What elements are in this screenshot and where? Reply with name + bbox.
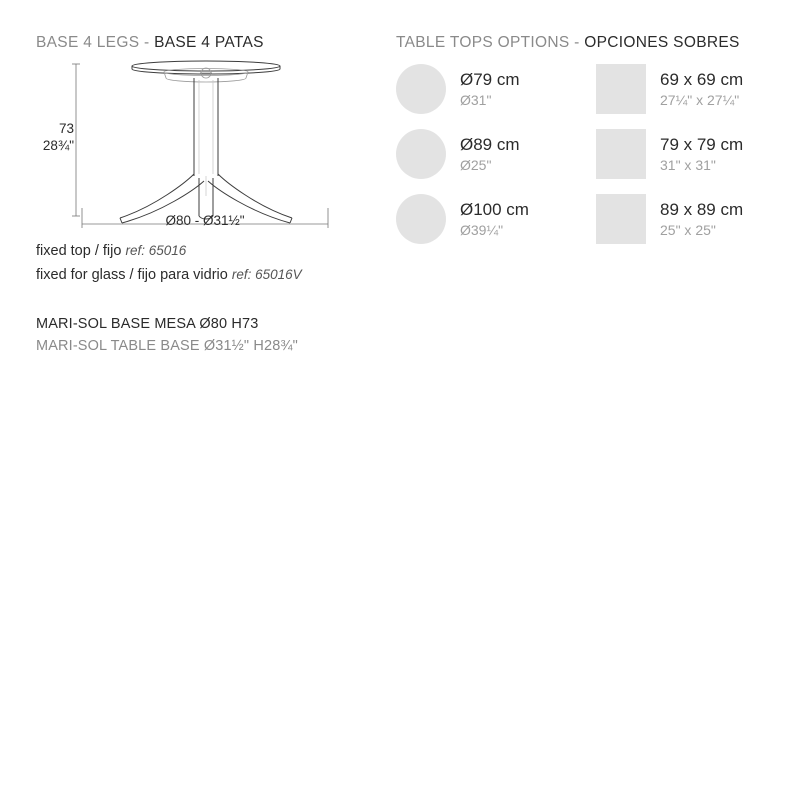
square-top-size-inch: 31" x 31" bbox=[660, 156, 716, 173]
round-top-size-cm: Ø100 cm bbox=[460, 199, 529, 219]
round-top-swatch-icon bbox=[396, 64, 446, 114]
ref-fixed-top-code: ref: 65016 bbox=[125, 243, 187, 258]
drawing-svg bbox=[36, 56, 366, 231]
list-item[interactable] bbox=[396, 188, 529, 250]
square-top-size-cm: 69 x 69 cm bbox=[660, 69, 744, 89]
square-top-swatch-icon bbox=[596, 64, 646, 114]
square-top-labels bbox=[660, 135, 743, 174]
height-cm: 73 bbox=[58, 121, 74, 136]
product-name-en: MARI-SOL TABLE BASE Ø31½" H28¾" bbox=[36, 338, 298, 354]
base-heading-en: BASE 4 LEGS bbox=[36, 34, 140, 51]
height-inch: 28¾" bbox=[42, 138, 74, 154]
base-section-heading bbox=[36, 34, 264, 52]
list-item[interactable] bbox=[596, 123, 743, 185]
square-top-labels bbox=[660, 200, 743, 239]
product-name-es: MARI-SOL BASE MESA Ø80 H73 bbox=[36, 316, 259, 332]
tops-heading-en: TABLE TOPS OPTIONS bbox=[396, 34, 570, 51]
list-item[interactable] bbox=[396, 123, 529, 185]
list-item[interactable] bbox=[396, 58, 529, 120]
table-base-technical-drawing bbox=[36, 56, 366, 231]
square-tops-column bbox=[596, 58, 743, 253]
ref-fixed-top bbox=[36, 243, 186, 259]
round-top-labels bbox=[460, 70, 520, 109]
width-dimension-label: Ø80 - Ø31½" bbox=[165, 213, 245, 228]
round-top-size-cm: Ø79 cm bbox=[460, 69, 520, 89]
tops-section-heading bbox=[396, 34, 740, 52]
list-item[interactable] bbox=[596, 58, 743, 120]
square-top-size-cm: 79 x 79 cm bbox=[660, 134, 744, 154]
round-top-size-inch: Ø31" bbox=[460, 91, 492, 108]
height-dimension-label bbox=[36, 120, 74, 155]
round-tops-column bbox=[396, 58, 529, 253]
round-top-size-inch: Ø25" bbox=[460, 156, 492, 173]
ref-fixed-glass-code: ref: 65016V bbox=[231, 267, 302, 282]
base-heading-es: BASE 4 PATAS bbox=[154, 34, 264, 51]
round-top-labels bbox=[460, 200, 529, 239]
round-top-size-cm: Ø89 cm bbox=[460, 134, 520, 154]
tops-heading-separator: - bbox=[569, 34, 585, 51]
square-top-size-cm: 89 x 89 cm bbox=[660, 199, 744, 219]
square-top-swatch-icon bbox=[596, 129, 646, 179]
round-top-labels bbox=[460, 135, 520, 174]
square-top-size-inch: 25" x 25" bbox=[660, 221, 716, 238]
ref-fixed-glass bbox=[36, 267, 302, 283]
list-item[interactable] bbox=[596, 188, 743, 250]
tops-heading-es: OPCIONES SOBRES bbox=[584, 34, 740, 51]
base-heading-separator: - bbox=[139, 34, 155, 51]
square-top-size-inch: 27¼" x 27¼" bbox=[660, 91, 740, 108]
round-top-size-inch: Ø39¼" bbox=[460, 221, 504, 238]
round-top-swatch-icon bbox=[396, 129, 446, 179]
ref-fixed-glass-label: fixed for glass / fijo para vidrio bbox=[36, 267, 228, 283]
square-top-labels bbox=[660, 70, 743, 109]
round-top-swatch-icon bbox=[396, 194, 446, 244]
square-top-swatch-icon bbox=[596, 194, 646, 244]
ref-fixed-top-label: fixed top / fijo bbox=[36, 243, 122, 259]
